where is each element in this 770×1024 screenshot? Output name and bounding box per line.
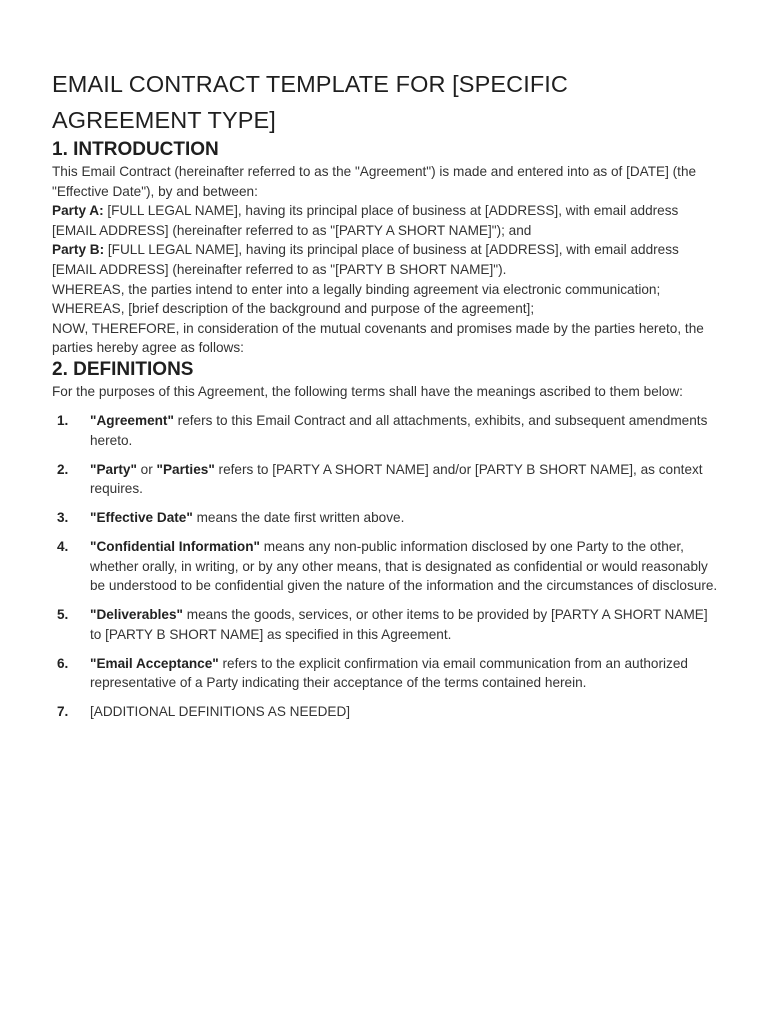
definition-text: [ADDITIONAL DEFINITIONS AS NEEDED] (90, 704, 351, 720)
definition-item-email-acceptance (52, 654, 720, 693)
definition-item-deliverables (52, 605, 720, 644)
definitions-intro-paragraph: For the purposes of this Agreement, the following terms shall have the meanings ascribed to them below: (52, 383, 683, 399)
party-b-paragraph (52, 240, 720, 279)
definition-item-party (52, 460, 720, 499)
definition-term: "Party" (90, 461, 137, 477)
document-title: EMAIL CONTRACT TEMPLATE FOR [SPECIFIC AGREEMENT TYPE] (52, 71, 568, 133)
definition-item-additional (52, 702, 720, 722)
definition-term: "Effective Date" (90, 510, 193, 526)
definition-connector: or (136, 461, 157, 477)
list-number: 7. (57, 704, 69, 720)
party-b-label: Party B: (52, 242, 105, 258)
definition-term-2: "Parties" (156, 461, 215, 477)
whereas-paragraph-2: WHEREAS, [brief description of the background and purpose of the agreement]; (52, 301, 535, 317)
party-a-paragraph (52, 201, 720, 240)
definition-text: means any non-public information disclosed by one Party to the other, whether orally, in writing, or by any other means, that is designated as confidential or would reasonably be understood to be confidential given the nature of the information and the circumstances of disclosure. (90, 539, 718, 594)
list-number: 1. (57, 412, 69, 428)
list-number: 3. (57, 510, 69, 526)
definition-term: "Email Acceptance" (90, 655, 219, 671)
definitions-list (52, 411, 720, 722)
party-b-text: [FULL LEGAL NAME], having its principal place of business at [ADDRESS], with email address [EMAIL ADDRESS] (hereinafter referred to as "[PARTY B SHORT NAME]"). (52, 242, 679, 277)
section-heading-definitions: 2. DEFINITIONS (52, 358, 194, 380)
now-therefore-paragraph: NOW, THEREFORE, in consideration of the mutual covenants and promises made by the parties hereto, the parties hereby agree as follows: (52, 320, 704, 356)
list-number: 5. (57, 607, 69, 623)
definition-term: "Confidential Information" (90, 539, 260, 555)
definition-item-agreement (52, 411, 720, 450)
definition-text: means the date first written above. (192, 510, 405, 526)
definition-text: refers to this Email Contract and all attachments, exhibits, and subsequent amendments hereto. (90, 412, 708, 448)
list-number: 2. (57, 461, 69, 477)
definition-term: "Agreement" (90, 412, 174, 428)
definition-text: refers to [PARTY A SHORT NAME] and/or [PARTY B SHORT NAME], as context requires. (90, 461, 703, 497)
party-a-label: Party A: (52, 203, 104, 219)
definition-text: refers to the explicit confirmation via email communication from an authorized representative of a Party indicating their acceptance of the terms contained herein. (90, 655, 688, 691)
definition-term: "Deliverables" (90, 607, 183, 623)
party-a-text: [FULL LEGAL NAME], having its principal place of business at [ADDRESS], with email address [EMAIL ADDRESS] (hereinafter referred to as "[PARTY A SHORT NAME]"); and (52, 203, 679, 238)
whereas-paragraph-1: WHEREAS, the parties intend to enter into a legally binding agreement via electronic communication; (52, 281, 661, 297)
definition-item-effective-date (52, 508, 720, 528)
document-page (52, 66, 720, 731)
list-number: 4. (57, 539, 69, 555)
intro-opening-paragraph: This Email Contract (hereinafter referred to as the "Agreement") is made and entered into as of [DATE] (the "Effective Date"), by and between: (52, 164, 697, 199)
section-heading-introduction: 1. INTRODUCTION (52, 139, 219, 160)
definition-text: means the goods, services, or other items to be provided by [PARTY A SHORT NAME] to [PARTY B SHORT NAME] as specified in this Agreement. (90, 607, 708, 642)
definition-item-confidential-information (52, 537, 720, 596)
list-number: 6. (57, 655, 69, 671)
